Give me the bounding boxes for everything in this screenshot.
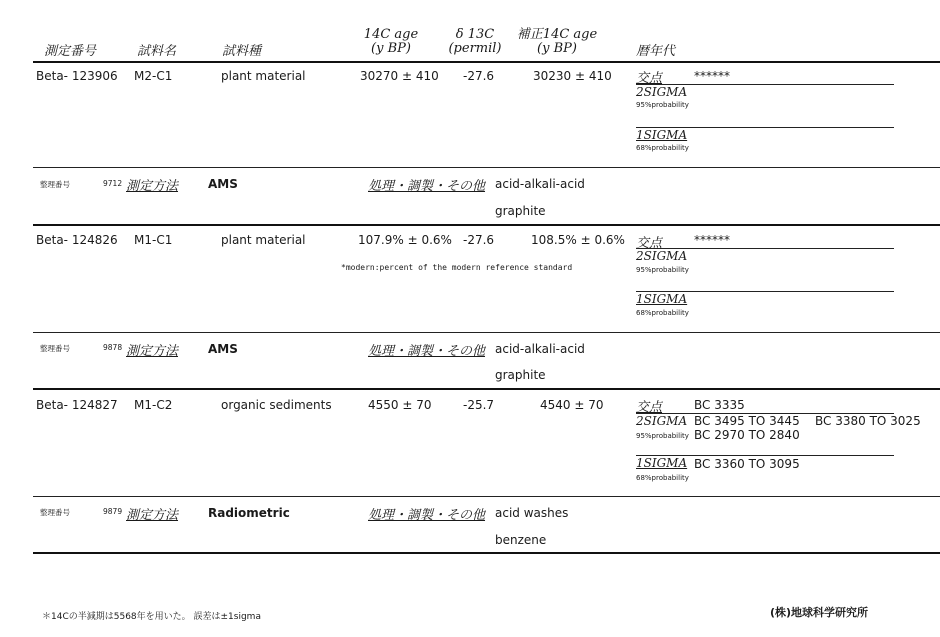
header-calendar: 暦年代 <box>636 44 676 59</box>
record-2-reg-label: 整理番号 <box>40 344 70 353</box>
record-2-intersection-value: ****** <box>694 233 730 247</box>
record-3-reg-no: 9879 <box>103 507 123 516</box>
record-2-end-divider <box>33 388 940 390</box>
record-1-treatment-label: 処理・調製・その他 <box>368 179 486 194</box>
record-2-delta: -27.6 <box>463 233 495 247</box>
record-1-method-label: 測定方法 <box>126 179 179 194</box>
record-3-treatment1: acid washes <box>495 506 569 520</box>
footer-note: ＊14Cの半減期は5568年を用いた。 誤差は±1sigma <box>42 612 261 622</box>
record-2-note: *modern:percent of the modern reference standard <box>341 263 573 272</box>
record-2-material: plant material <box>221 233 306 247</box>
record-2-intersection-label: 交点 <box>636 236 663 251</box>
record-3-2sigma-range-3: BC 2970 TO 2840 <box>694 428 800 442</box>
record-1-treatment2: graphite <box>495 204 546 218</box>
header-corrected <box>514 28 600 56</box>
company-name: (株)地球科学研究所 <box>770 606 869 619</box>
record-2-age: 107.9% ± 0.6% <box>358 233 452 247</box>
record-3-beta: Beta- 124827 <box>36 398 118 412</box>
record-3-intersection-label: 交点 <box>636 400 663 415</box>
record-3-age: 4550 ± 70 <box>368 398 432 412</box>
record-1-prob95: 95%probability <box>636 101 689 109</box>
record-2-prob95: 95%probability <box>636 266 689 274</box>
record-1-intersection-label: 交点 <box>636 71 663 86</box>
record-3-2sigma-label: 2SIGMA <box>636 414 688 428</box>
record-1-intersection-value: ****** <box>694 69 730 83</box>
record-3-1sigma-range: BC 3360 TO 3095 <box>694 457 800 471</box>
record-3-corrected: 4540 ± 70 <box>540 398 604 412</box>
record-2-treatment-label: 処理・調製・その他 <box>368 344 486 359</box>
record-2-method-label: 測定方法 <box>126 344 179 359</box>
header-measurement-no: 測定番号 <box>44 44 97 59</box>
record-2-treatment1: acid-alkali-acid <box>495 342 585 356</box>
record-2-prob68: 68%probability <box>636 309 689 317</box>
header-sample-name: 試料名 <box>137 44 177 59</box>
record-3-treatment2: benzene <box>495 533 547 547</box>
record-3-2sigma-range-1: BC 3495 TO 3445 <box>694 414 800 428</box>
record-3-material: organic sediments <box>221 398 332 412</box>
record-1-reg-no: 9712 <box>103 179 123 188</box>
record-2-1sigma-label: 1SIGMA <box>636 292 688 306</box>
record-3-method: Radiometric <box>208 506 290 520</box>
record-1-end-divider <box>33 224 940 226</box>
record-1-sample: M2-C1 <box>134 69 173 83</box>
record-3-end-divider <box>33 552 940 554</box>
record-3-2sigma-range-2: BC 3380 TO 3025 <box>815 414 921 428</box>
record-1-prob68: 68%probability <box>636 144 689 152</box>
record-2-sample: M1-C1 <box>134 233 173 247</box>
record-1-2sigma-label: 2SIGMA <box>636 85 688 99</box>
record-1-delta: -27.6 <box>463 69 495 83</box>
record-3-treatment-label: 処理・調製・その他 <box>368 508 486 523</box>
record-1-corrected: 30230 ± 410 <box>533 69 612 83</box>
header-corrected-line2: (y BP) <box>537 41 577 56</box>
header-age-line1: 14C age <box>363 27 419 42</box>
record-1-treatment1: acid-alkali-acid <box>495 177 585 191</box>
record-2-treatment2: graphite <box>495 368 546 382</box>
record-2-reg-no: 9878 <box>103 343 123 352</box>
record-3-method-label: 測定方法 <box>126 508 179 523</box>
record-3-reg-label: 整理番号 <box>40 508 70 517</box>
header-delta-line1: δ 13C <box>455 27 495 42</box>
record-3-delta: -25.7 <box>463 398 495 412</box>
record-2-beta: Beta- 124826 <box>36 233 118 247</box>
header-corrected-line1: 補正14C age <box>516 27 598 42</box>
record-1-reg-label: 整理番号 <box>40 180 70 189</box>
record-3-sample: M1-C2 <box>134 398 173 412</box>
record-3-intersection-value: BC 3335 <box>694 398 745 412</box>
record-3-prob95: 95%probability <box>636 432 689 440</box>
header-age-line2: (y BP) <box>371 41 411 56</box>
record-2-divider <box>33 332 940 333</box>
header-delta-line2: (permil) <box>448 41 502 56</box>
header-divider <box>33 61 940 63</box>
record-1-age: 30270 ± 410 <box>360 69 439 83</box>
record-3-prob68: 68%probability <box>636 474 689 482</box>
record-3-divider <box>33 496 940 497</box>
header-delta <box>447 28 503 56</box>
record-1-beta: Beta- 123906 <box>36 69 118 83</box>
record-1-method: AMS <box>208 177 238 191</box>
record-1-1sigma-label: 1SIGMA <box>636 128 688 142</box>
record-1-divider <box>33 167 940 168</box>
header-age <box>356 28 426 56</box>
record-1-material: plant material <box>221 69 306 83</box>
record-2-2sigma-label: 2SIGMA <box>636 249 688 263</box>
record-3-1sigma-label: 1SIGMA <box>636 456 688 470</box>
record-2-method: AMS <box>208 342 238 356</box>
record-2-corrected: 108.5% ± 0.6% <box>531 233 625 247</box>
header-sample-type: 試料種 <box>222 44 262 59</box>
